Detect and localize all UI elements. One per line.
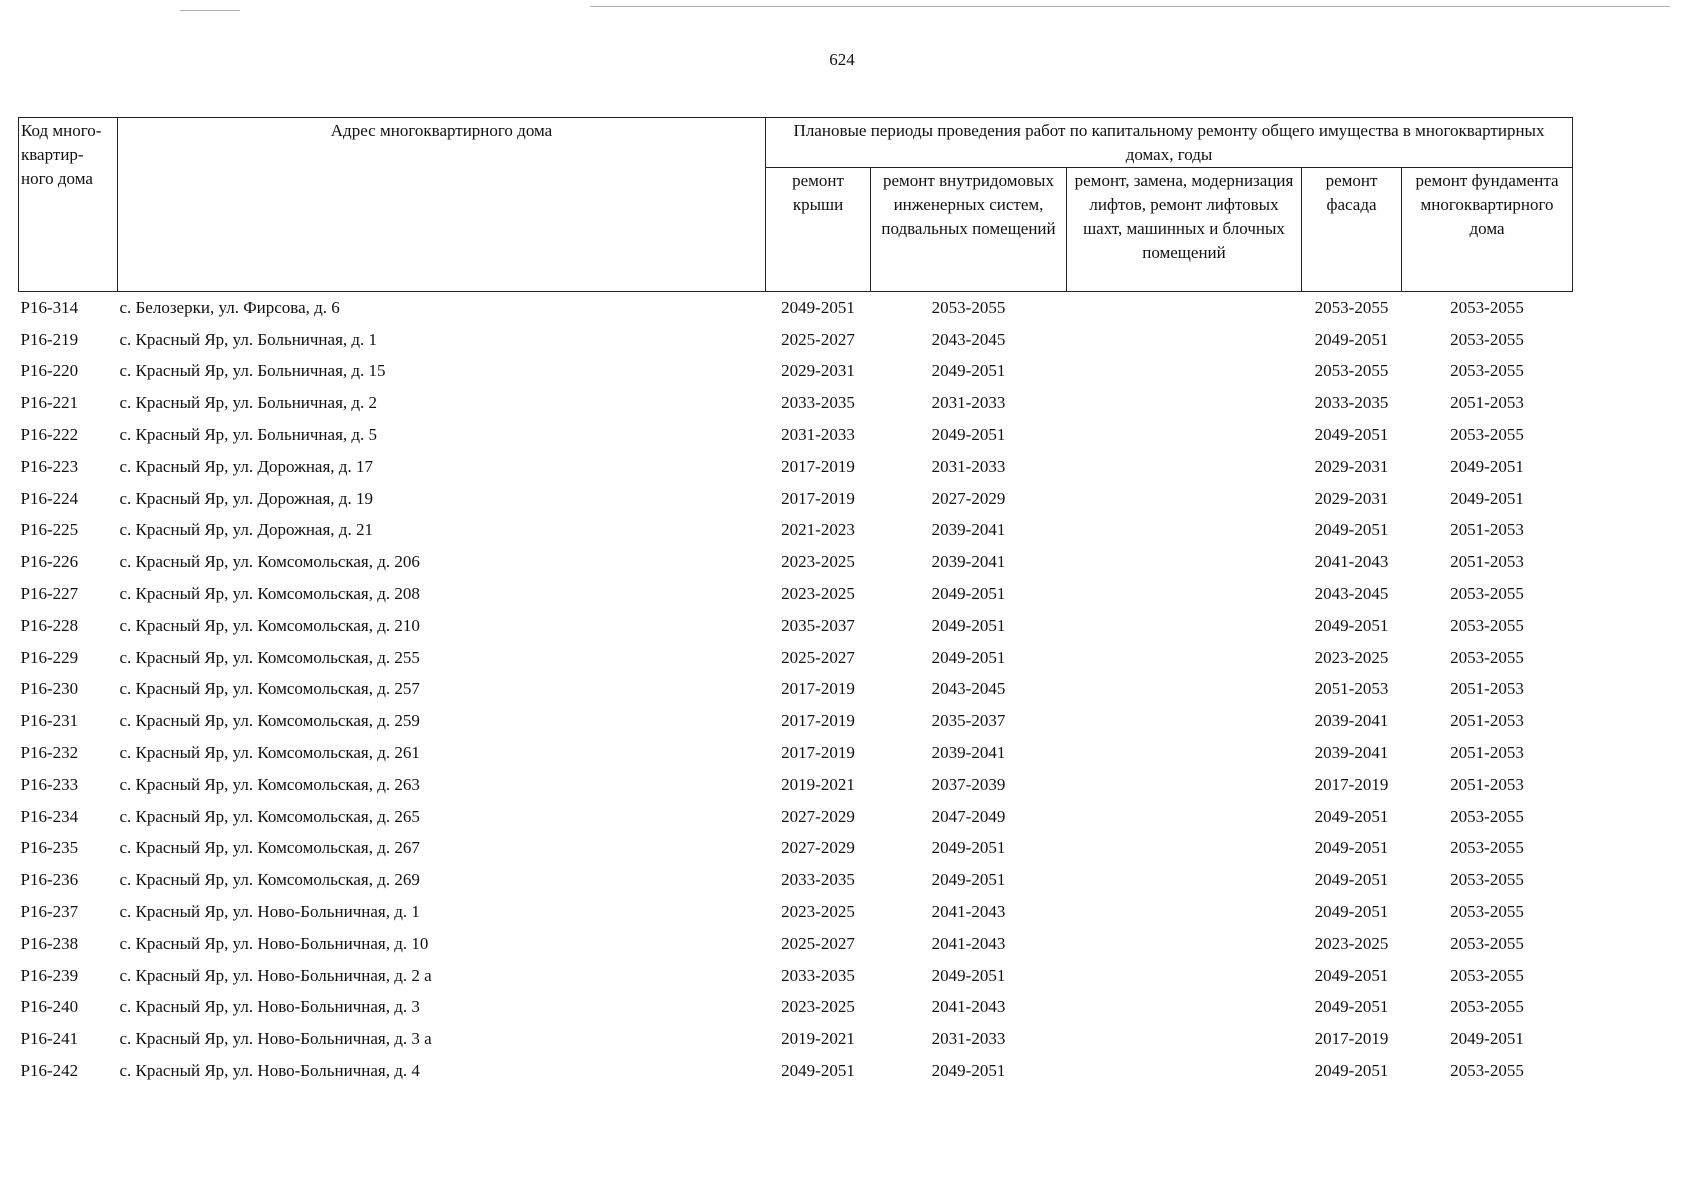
cell-foundation: 2053-2055 (1450, 297, 1524, 317)
cell-engineering: 2031-2033 (931, 456, 1006, 476)
cell-address: с. Красный Яр, ул. Дорожная, д. 19 (119, 488, 373, 508)
cell-facade: 2049-2051 (1314, 902, 1389, 922)
cell-facade: 2039-2041 (1314, 743, 1389, 763)
cell-foundation: 2053-2055 (1450, 647, 1524, 667)
cell-address: с. Красный Яр, ул. Ново-Больничная, д. 10 (119, 933, 429, 953)
cell-address: с. Красный Яр, ул. Комсомольская, д. 263 (119, 774, 420, 794)
cell-elevators (1067, 674, 1302, 706)
table-header (19, 118, 1573, 292)
table-row (19, 769, 1573, 801)
cell-elevators (1067, 833, 1302, 865)
cell-facade: 2033-2035 (1314, 393, 1389, 413)
cell-roof: 2017-2019 (781, 679, 855, 699)
cell-address: с. Красный Яр, ул. Больничная, д. 2 (119, 393, 378, 413)
cell-engineering: 2035-2037 (931, 711, 1006, 731)
cell-elevators (1067, 578, 1302, 610)
cell-roof: 2027-2029 (781, 806, 855, 826)
table-row (19, 356, 1573, 388)
table-row (19, 896, 1573, 928)
cell-elevators (1067, 292, 1302, 324)
table-row (19, 833, 1573, 865)
cell-code: P16-231 (20, 711, 79, 731)
header-address: Адрес многоквартирного дома (118, 118, 766, 292)
cell-engineering: 2043-2045 (931, 329, 1006, 349)
cell-facade: 2053-2055 (1314, 297, 1389, 317)
cell-code: P16-241 (20, 1029, 79, 1049)
cell-engineering: 2043-2045 (931, 679, 1006, 699)
cell-engineering: 2039-2041 (931, 743, 1006, 763)
table-row (19, 642, 1573, 674)
cell-code: P16-225 (20, 520, 79, 540)
cell-foundation: 2051-2053 (1450, 393, 1524, 413)
cell-engineering: 2037-2039 (931, 774, 1006, 794)
cell-code: P16-224 (20, 488, 79, 508)
cell-engineering: 2031-2033 (931, 393, 1006, 413)
cell-code: P16-223 (20, 456, 79, 476)
cell-foundation: 2053-2055 (1450, 933, 1524, 953)
cell-address: с. Красный Яр, ул. Больничная, д. 1 (119, 329, 378, 349)
cell-roof: 2021-2023 (781, 520, 855, 540)
header-elevators: ремонт, замена, модернизация лифтов, ремонт лифтовых шахт, машинных и блочных помещений (1067, 168, 1302, 292)
cell-facade: 2049-2051 (1314, 615, 1389, 635)
cell-elevators (1067, 610, 1302, 642)
cell-code: P16-237 (20, 902, 79, 922)
cell-elevators (1067, 483, 1302, 515)
scan-edge-line-left (180, 10, 240, 11)
cell-engineering: 2049-2051 (931, 870, 1006, 890)
table-row (19, 419, 1573, 451)
cell-code: P16-234 (20, 806, 79, 826)
cell-engineering: 2049-2051 (931, 361, 1006, 381)
table-row (19, 928, 1573, 960)
cell-engineering: 2049-2051 (931, 425, 1006, 445)
table-row (19, 992, 1573, 1024)
table-row (19, 546, 1573, 578)
table-row (19, 292, 1573, 324)
cell-facade: 2049-2051 (1314, 806, 1389, 826)
cell-code: P16-239 (20, 965, 79, 985)
cell-elevators (1067, 419, 1302, 451)
cell-facade: 2049-2051 (1314, 870, 1389, 890)
cell-facade: 2039-2041 (1314, 711, 1389, 731)
cell-facade: 2053-2055 (1314, 361, 1389, 381)
cell-address: с. Красный Яр, ул. Комсомольская, д. 265 (119, 806, 420, 826)
cell-roof: 2025-2027 (781, 933, 855, 953)
header-engineering: ремонт внутридомовых инженерных систем, подвальных помещений (871, 168, 1067, 292)
cell-address: с. Красный Яр, ул. Ново-Больничная, д. 3 а (119, 1029, 432, 1049)
cell-address: с. Красный Яр, ул. Ново-Больничная, д. 3 (119, 997, 420, 1017)
cell-engineering: 2047-2049 (931, 806, 1006, 826)
cell-foundation: 2053-2055 (1450, 838, 1524, 858)
cell-roof: 2017-2019 (781, 743, 855, 763)
cell-code: P16-236 (20, 870, 79, 890)
header-foundation: ремонт фундамента многоквартирного дома (1402, 168, 1573, 292)
cell-foundation: 2051-2053 (1450, 520, 1524, 540)
cell-engineering: 2049-2051 (931, 584, 1006, 604)
cell-roof: 2025-2027 (781, 647, 855, 667)
cell-address: с. Красный Яр, ул. Ново-Больничная, д. 2 а (119, 965, 432, 985)
cell-elevators (1067, 864, 1302, 896)
cell-code: P16-232 (20, 743, 79, 763)
cell-roof: 2035-2037 (781, 615, 855, 635)
header-row-group (19, 118, 1573, 168)
cell-address: с. Красный Яр, ул. Комсомольская, д. 208 (119, 584, 420, 604)
cell-elevators (1067, 546, 1302, 578)
table-row (19, 1055, 1573, 1087)
cell-facade: 2017-2019 (1314, 774, 1389, 794)
cell-engineering: 2031-2033 (931, 1029, 1006, 1049)
cell-code: P16-314 (20, 297, 79, 317)
capital-repair-schedule-table (18, 117, 1573, 1087)
cell-engineering: 2053-2055 (931, 297, 1006, 317)
header-facade: ремонт фасада (1302, 168, 1402, 292)
cell-address: с. Красный Яр, ул. Комсомольская, д. 206 (119, 552, 420, 572)
cell-roof: 2049-2051 (781, 297, 855, 317)
cell-engineering: 2041-2043 (931, 997, 1006, 1017)
cell-roof: 2023-2025 (781, 902, 855, 922)
cell-facade: 2049-2051 (1314, 997, 1389, 1017)
cell-elevators (1067, 356, 1302, 388)
cell-address: с. Красный Яр, ул. Комсомольская, д. 255 (119, 647, 420, 667)
cell-facade: 2049-2051 (1314, 425, 1389, 445)
table-row (19, 610, 1573, 642)
cell-roof: 2049-2051 (781, 1061, 855, 1081)
cell-elevators (1067, 451, 1302, 483)
cell-roof: 2033-2035 (781, 393, 855, 413)
page-number: 624 (829, 50, 855, 69)
cell-engineering: 2049-2051 (931, 615, 1006, 635)
cell-roof: 2019-2021 (781, 1029, 855, 1049)
cell-engineering: 2039-2041 (931, 552, 1006, 572)
cell-facade: 2017-2019 (1314, 1029, 1389, 1049)
cell-roof: 2031-2033 (781, 425, 855, 445)
cell-address: с. Красный Яр, ул. Больничная, д. 5 (119, 425, 378, 445)
cell-facade: 2049-2051 (1314, 838, 1389, 858)
cell-code: P16-219 (20, 329, 79, 349)
cell-elevators (1067, 1023, 1302, 1055)
cell-elevators (1067, 928, 1302, 960)
cell-foundation: 2049-2051 (1450, 488, 1524, 508)
cell-facade: 2049-2051 (1314, 965, 1389, 985)
cell-code: P16-221 (20, 393, 79, 413)
cell-engineering: 2041-2043 (931, 933, 1006, 953)
cell-code: P16-227 (20, 584, 79, 604)
cell-engineering: 2049-2051 (931, 838, 1006, 858)
cell-elevators (1067, 1055, 1302, 1087)
cell-code: P16-233 (20, 774, 79, 794)
table-row (19, 801, 1573, 833)
cell-roof: 2017-2019 (781, 456, 855, 476)
header-roof: ремонт крыши (766, 168, 871, 292)
cell-address: с. Красный Яр, ул. Комсомольская, д. 267 (119, 838, 420, 858)
cell-elevators (1067, 387, 1302, 419)
cell-elevators (1067, 769, 1302, 801)
cell-foundation: 2051-2053 (1450, 743, 1524, 763)
table-row (19, 451, 1573, 483)
cell-engineering: 2041-2043 (931, 902, 1006, 922)
cell-elevators (1067, 960, 1302, 992)
cell-address: с. Красный Яр, ул. Больничная, д. 15 (119, 361, 386, 381)
cell-roof: 2023-2025 (781, 552, 855, 572)
cell-address: с. Красный Яр, ул. Комсомольская, д. 261 (119, 743, 420, 763)
cell-roof: 2029-2031 (781, 361, 855, 381)
cell-address: с. Красный Яр, ул. Комсомольская, д. 210 (119, 615, 420, 635)
cell-address: с. Красный Яр, ул. Дорожная, д. 17 (119, 456, 373, 476)
cell-engineering: 2049-2051 (931, 1061, 1006, 1081)
cell-address: с. Красный Яр, ул. Ново-Больничная, д. 4 (119, 1061, 420, 1081)
cell-address: с. Белозерки, ул. Фирсова, д. 6 (119, 297, 340, 317)
cell-elevators (1067, 737, 1302, 769)
cell-foundation: 2051-2053 (1450, 679, 1524, 699)
cell-engineering: 2049-2051 (931, 647, 1006, 667)
cell-foundation: 2051-2053 (1450, 552, 1524, 572)
cell-foundation: 2053-2055 (1450, 806, 1524, 826)
table-row (19, 387, 1573, 419)
table-row (19, 324, 1573, 356)
table-row (19, 705, 1573, 737)
cell-facade: 2049-2051 (1314, 520, 1389, 540)
cell-foundation: 2053-2055 (1450, 425, 1524, 445)
table-row (19, 864, 1573, 896)
cell-code: P16-229 (20, 647, 79, 667)
cell-roof: 2023-2025 (781, 997, 855, 1017)
cell-foundation: 2053-2055 (1450, 965, 1524, 985)
cell-elevators (1067, 992, 1302, 1024)
table-row (19, 737, 1573, 769)
cell-roof: 2017-2019 (781, 488, 855, 508)
table-row (19, 483, 1573, 515)
cell-roof: 2019-2021 (781, 774, 855, 794)
cell-facade: 2049-2051 (1314, 1061, 1389, 1081)
cell-foundation: 2049-2051 (1450, 456, 1524, 476)
cell-code: P16-235 (20, 838, 79, 858)
cell-facade: 2029-2031 (1314, 488, 1389, 508)
cell-facade: 2041-2043 (1314, 552, 1389, 572)
cell-code: P16-230 (20, 679, 79, 699)
cell-roof: 2023-2025 (781, 584, 855, 604)
cell-foundation: 2053-2055 (1450, 870, 1524, 890)
cell-roof: 2025-2027 (781, 329, 855, 349)
cell-code: P16-238 (20, 933, 79, 953)
cell-address: с. Красный Яр, ул. Ново-Больничная, д. 1 (119, 902, 420, 922)
cell-facade: 2029-2031 (1314, 456, 1389, 476)
cell-foundation: 2053-2055 (1450, 361, 1524, 381)
cell-elevators (1067, 642, 1302, 674)
cell-engineering: 2027-2029 (931, 488, 1006, 508)
cell-foundation: 2049-2051 (1450, 1029, 1524, 1049)
cell-foundation: 2053-2055 (1450, 902, 1524, 922)
cell-roof: 2033-2035 (781, 870, 855, 890)
cell-code: P16-228 (20, 615, 79, 635)
cell-roof: 2027-2029 (781, 838, 855, 858)
cell-facade: 2043-2045 (1314, 584, 1389, 604)
table-row (19, 578, 1573, 610)
cell-elevators (1067, 896, 1302, 928)
header-code: Код много-квартир-ного дома (19, 118, 118, 292)
cell-foundation: 2053-2055 (1450, 1061, 1524, 1081)
cell-address: с. Красный Яр, ул. Комсомольская, д. 257 (119, 679, 420, 699)
cell-engineering: 2039-2041 (931, 520, 1006, 540)
cell-facade: 2049-2051 (1314, 329, 1389, 349)
cell-foundation: 2053-2055 (1450, 997, 1524, 1017)
cell-code: P16-226 (20, 552, 79, 572)
cell-foundation: 2051-2053 (1450, 711, 1524, 731)
cell-facade: 2051-2053 (1314, 679, 1389, 699)
cell-elevators (1067, 705, 1302, 737)
cell-roof: 2017-2019 (781, 711, 855, 731)
cell-foundation: 2053-2055 (1450, 329, 1524, 349)
table-body (19, 292, 1573, 1087)
cell-code: P16-240 (20, 997, 79, 1017)
cell-elevators (1067, 515, 1302, 547)
cell-facade: 2023-2025 (1314, 647, 1389, 667)
header-planned-periods: Плановые периоды проведения работ по капитальному ремонту общего имущества в многоквартирных домах, годы (766, 118, 1573, 168)
table-row (19, 960, 1573, 992)
cell-address: с. Красный Яр, ул. Комсомольская, д. 259 (119, 711, 420, 731)
cell-code: P16-242 (20, 1061, 79, 1081)
table-row (19, 515, 1573, 547)
cell-elevators (1067, 801, 1302, 833)
cell-address: с. Красный Яр, ул. Дорожная, д. 21 (119, 520, 373, 540)
table-row (19, 674, 1573, 706)
table-row (19, 1023, 1573, 1055)
cell-elevators (1067, 324, 1302, 356)
scan-edge-line (590, 6, 1670, 7)
cell-foundation: 2051-2053 (1450, 774, 1524, 794)
cell-roof: 2033-2035 (781, 965, 855, 985)
cell-code: P16-220 (20, 361, 79, 381)
cell-foundation: 2053-2055 (1450, 584, 1524, 604)
cell-facade: 2023-2025 (1314, 933, 1389, 953)
cell-address: с. Красный Яр, ул. Комсомольская, д. 269 (119, 870, 420, 890)
cell-code: P16-222 (20, 425, 79, 445)
cell-engineering: 2049-2051 (931, 965, 1006, 985)
cell-foundation: 2053-2055 (1450, 615, 1524, 635)
